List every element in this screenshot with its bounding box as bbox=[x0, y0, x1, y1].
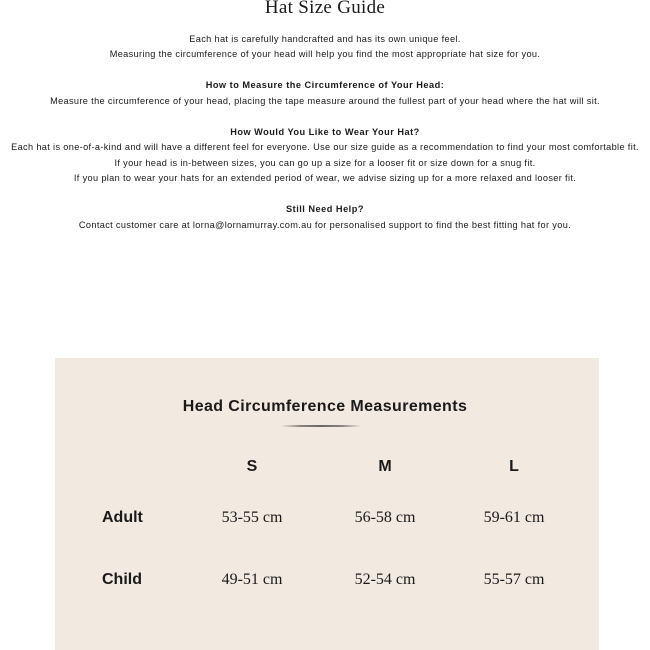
page-title: Hat Size Guide bbox=[264, 0, 386, 18]
row-label-adult: Adult bbox=[102, 509, 143, 526]
size-header-l: L bbox=[509, 458, 519, 475]
wear-line: If your head is in-between sizes, you can go up a size for a looser fit or size down for a snug fit. bbox=[114, 158, 536, 168]
help-heading: Still Need Help? bbox=[286, 204, 364, 214]
intro-line: Measuring the circumference of your head will help you find the most appropriate hat size for you. bbox=[109, 49, 541, 59]
table-cell: 56-58 cm bbox=[354, 509, 416, 526]
size-header-s: S bbox=[246, 458, 258, 475]
intro-line: Each hat is carefully handcrafted and has its own unique feel. bbox=[189, 34, 461, 44]
measure-text: Measure the circumference of your head, placing the tape measure around the fullest part of your head where the hat will sit. bbox=[50, 96, 600, 106]
wear-line: If you plan to wear your hats for an extended period of wear, we advise sizing up for a more relaxed and looser fit. bbox=[73, 173, 577, 183]
table-cell: 55-57 cm bbox=[483, 571, 545, 588]
size-header-m: M bbox=[378, 458, 392, 475]
table-cell: 59-61 cm bbox=[483, 509, 545, 526]
wear-line: Each hat is one-of-a-kind and will have a different feel for everyone. Use our size guide as a recommendation to find your most comfortable fit. bbox=[11, 142, 639, 152]
title-divider bbox=[281, 425, 361, 427]
table-cell: 52-54 cm bbox=[354, 571, 416, 588]
wear-heading: How Would You Like to Wear Your Hat? bbox=[230, 127, 420, 137]
help-text: Contact customer care at lorna@lornamurray.com.au for personalised support to find the best fitting hat for you. bbox=[78, 220, 572, 230]
table-cell: 49-51 cm bbox=[221, 571, 283, 588]
size-table-title: Head Circumference Measurements bbox=[182, 398, 468, 415]
measure-heading: How to Measure the Circumference of Your Head: bbox=[205, 80, 445, 90]
table-cell: 53-55 cm bbox=[221, 509, 283, 526]
row-label-child: Child bbox=[102, 571, 142, 588]
